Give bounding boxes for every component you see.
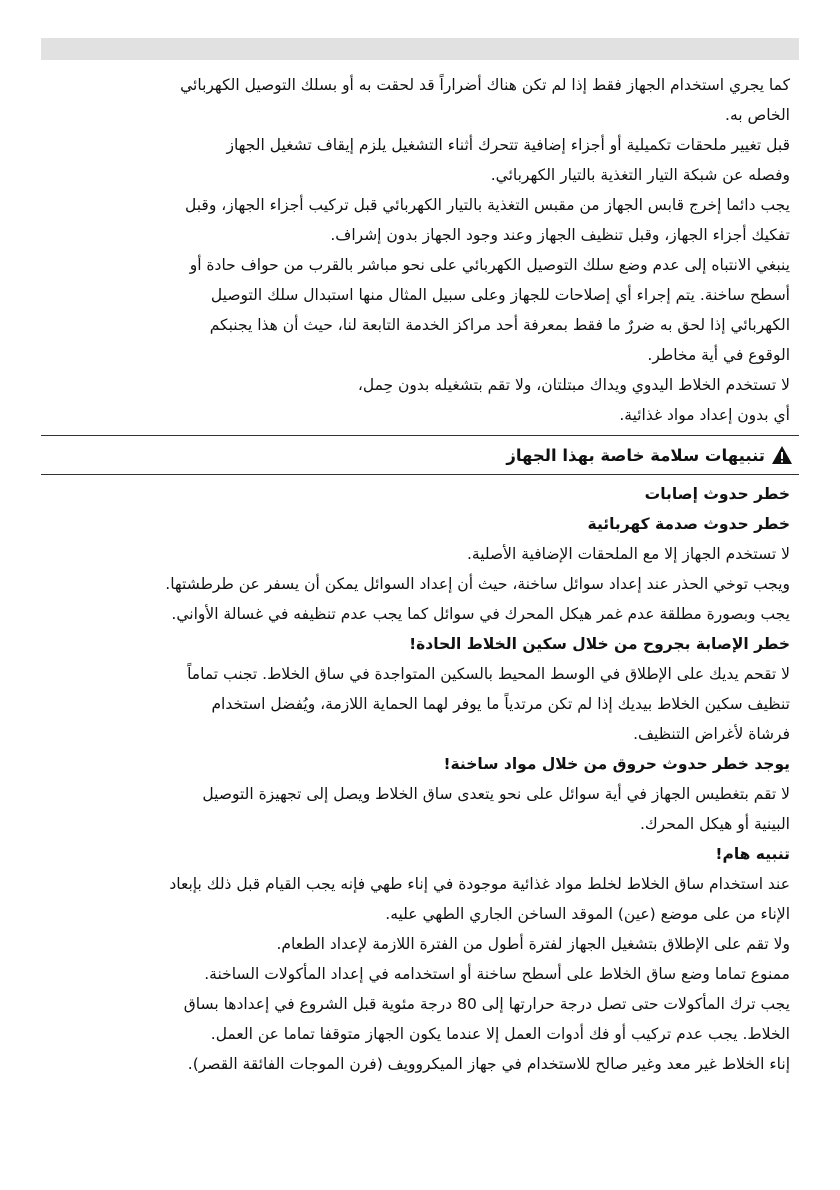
header-band bbox=[41, 38, 799, 60]
hazard-title: يوجد خطر حدوث حروق من خلال مواد ساخنة! bbox=[443, 755, 790, 773]
section-heading-title: تنبيهات سلامة خاصة بهذا الجهاز bbox=[506, 446, 765, 465]
text-line: إناء الخلاط غير معد وغير صالح للاستخدام في جهاز الميكروويف (فرن الموجات الفائقة القصر). bbox=[187, 1055, 790, 1073]
hazard-title: خطر حدوث صدمة كهربائية bbox=[587, 515, 790, 533]
text-line: كما يجري استخدام الجهاز فقط إذا لم تكن هناك أضراراً قد لحقت به أو بسلك التوصيل الكهربائي bbox=[180, 76, 790, 94]
section-divider-bottom bbox=[41, 474, 799, 475]
text-line: لا تستخدم الخلاط اليدوي ويداك مبتلتان، ولا تقم بتشغيله بدون حِمل، bbox=[357, 376, 790, 394]
general-safety-text bbox=[48, 70, 790, 430]
section-divider-top bbox=[41, 435, 799, 436]
text-line: وفصله عن شبكة التيار التغذية بالتيار الكهربائي. bbox=[490, 166, 790, 184]
hazard-title: خطر الإصابة بجروح من خلال سكين الخلاط الحادة! bbox=[409, 635, 790, 653]
section-heading bbox=[48, 441, 793, 471]
text-line: قبل تغيير ملحقات تكميلية أو أجزاء إضافية تتحرك أثناء التشغيل يلزم إيقاف تشغيل الجهاز bbox=[226, 136, 790, 154]
text-line: البينية أو هيكل المحرك. bbox=[639, 815, 790, 833]
text-line: الخاص به. bbox=[725, 106, 790, 124]
text-line: الوقوع في أية مخاطر. bbox=[647, 346, 790, 364]
text-line: عند استخدام ساق الخلاط لخلط مواد غذائية موجودة في إناء طهي فإنه يجب القيام قبل ذلك بإبعاد bbox=[169, 875, 790, 893]
text-line: أسطح ساخنة. يتم إجراء أي إصلاحات للجهاز وعلى سبيل المثال منها استبدال سلك التوصيل bbox=[210, 286, 790, 304]
text-line: لا تستخدم الجهاز إلا مع الملحقات الإضافية الأصلية. bbox=[466, 545, 790, 563]
text-line: لا تقم بتغطيس الجهاز في أية سوائل على نحو يتعدى ساق الخلاط ويصل إلى تجهيزة التوصيل bbox=[202, 785, 790, 803]
device-safety-text bbox=[48, 479, 790, 1079]
text-line: يجب وبصورة مطلقة عدم غمر هيكل المحرك في سوائل كما يجب عدم تنظيفه في غسالة الأواني. bbox=[171, 605, 790, 623]
text-line: يجب دائما إخرج قابس الجهاز من مقبس التغذية بالتيار الكهربائي قبل تركيب أجزاء الجهاز، وقبل bbox=[185, 196, 790, 214]
text-line: لا تقحم يديك على الإطلاق في الوسط المحيط بالسكين المتواجدة في ساق الخلاط. تجنب تماماً bbox=[187, 665, 790, 683]
text-line: تنظيف سكين الخلاط بيديك إذا لم تكن مرتدياً ما يوفر لهما الحماية اللازمة، ويُفضل استخدام bbox=[211, 695, 790, 713]
text-line: ممنوع تماما وضع ساق الخلاط على أسطح ساخنة أو استخدامه في إعداد المأكولات الساخنة. bbox=[204, 965, 790, 983]
hazard-title: تنبيه هام! bbox=[715, 845, 790, 863]
text-line: ويجب توخي الحذر عند إعداد سوائل ساخنة، حيث أن إعداد السوائل يمكن أن يسفر عن طرطشتها. bbox=[165, 575, 790, 593]
text-line: فرشاة لأغراض التنظيف. bbox=[633, 725, 790, 743]
text-line: ولا تقم على الإطلاق بتشغيل الجهاز لفترة أطول من الفترة اللازمة لإعداد الطعام. bbox=[276, 935, 790, 953]
text-line: تفكيك أجزاء الجهاز، وقبل تنظيف الجهاز وعند وجود الجهاز بدون إشراف. bbox=[330, 226, 790, 244]
text-line: يجب ترك المأكولات حتى تصل درجة حرارتها إلى 80 درجة مئوية قبل الشروع في إعدادها بساق bbox=[183, 995, 790, 1013]
text-line: الكهربائي إذا لحق به ضررٌ ما فقط بمعرفة أحد مراكز الخدمة التابعة لنا، حيث أن هذا يجنبكم bbox=[209, 316, 790, 334]
text-line: الإناء من على موضع (عين) الموقد الساخن الجاري الطهي عليه. bbox=[385, 905, 790, 923]
text-line: أي بدون إعداد مواد غذائية. bbox=[619, 406, 790, 424]
text-line: الخلاط. يجب عدم تركيب أو فك أدوات العمل إلا عندما يكون الجهاز متوقفا تماما عن العمل. bbox=[210, 1025, 790, 1043]
text-line: ينبغي الانتباه إلى عدم وضع سلك التوصيل الكهربائي على نحو مباشر بالقرب من حواف حادة أو bbox=[189, 256, 790, 274]
hazard-title: خطر حدوث إصابات bbox=[644, 485, 790, 503]
warning-triangle-icon bbox=[771, 445, 793, 465]
